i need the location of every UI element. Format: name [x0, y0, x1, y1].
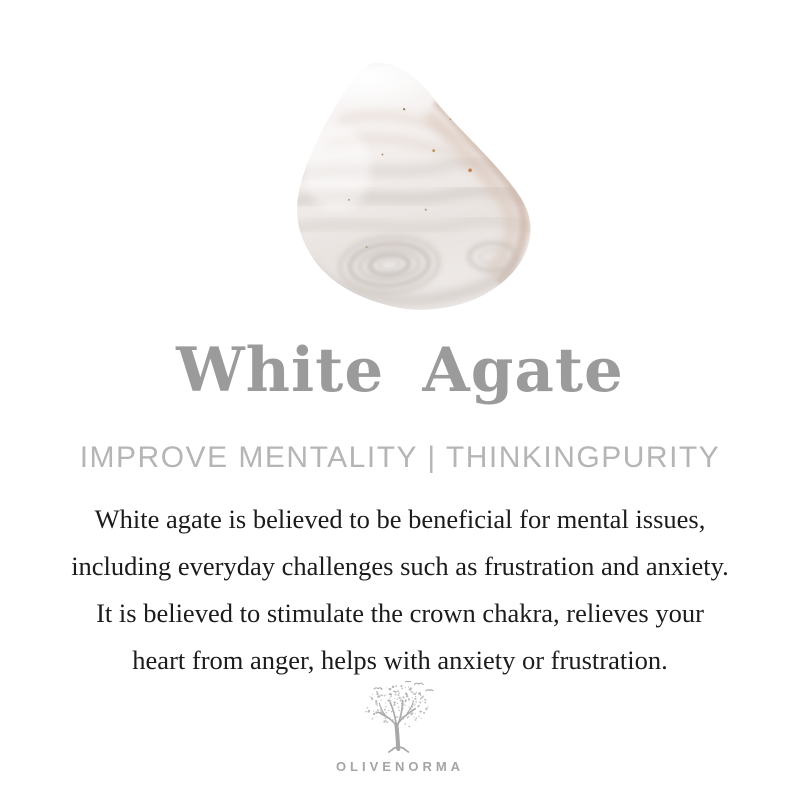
- description-line: including everyday challenges such as frustration and anxiety.: [71, 551, 729, 581]
- white-agate-stone-illustration: [287, 60, 535, 316]
- description-line: White agate is believed to be beneficial for mental issues,: [94, 504, 706, 534]
- tree-foliage: [365, 685, 428, 728]
- product-tagline: IMPROVE MENTALITY | THINKINGPURITY: [79, 441, 721, 474]
- product-title: White Agate: [176, 335, 624, 406]
- white-agate-stone-photo: [287, 60, 535, 316]
- brand-name: OLIVENORMA: [335, 759, 465, 774]
- tree-with-birds-icon: [351, 681, 449, 757]
- brand-logo: [0, 681, 800, 774]
- product-description: [0, 496, 800, 684]
- birds: [374, 681, 433, 691]
- description-line: It is believed to stimulate the crown chakra, relieves your: [96, 598, 704, 628]
- description-line: heart from anger, helps with anxiety or frustration.: [132, 645, 668, 675]
